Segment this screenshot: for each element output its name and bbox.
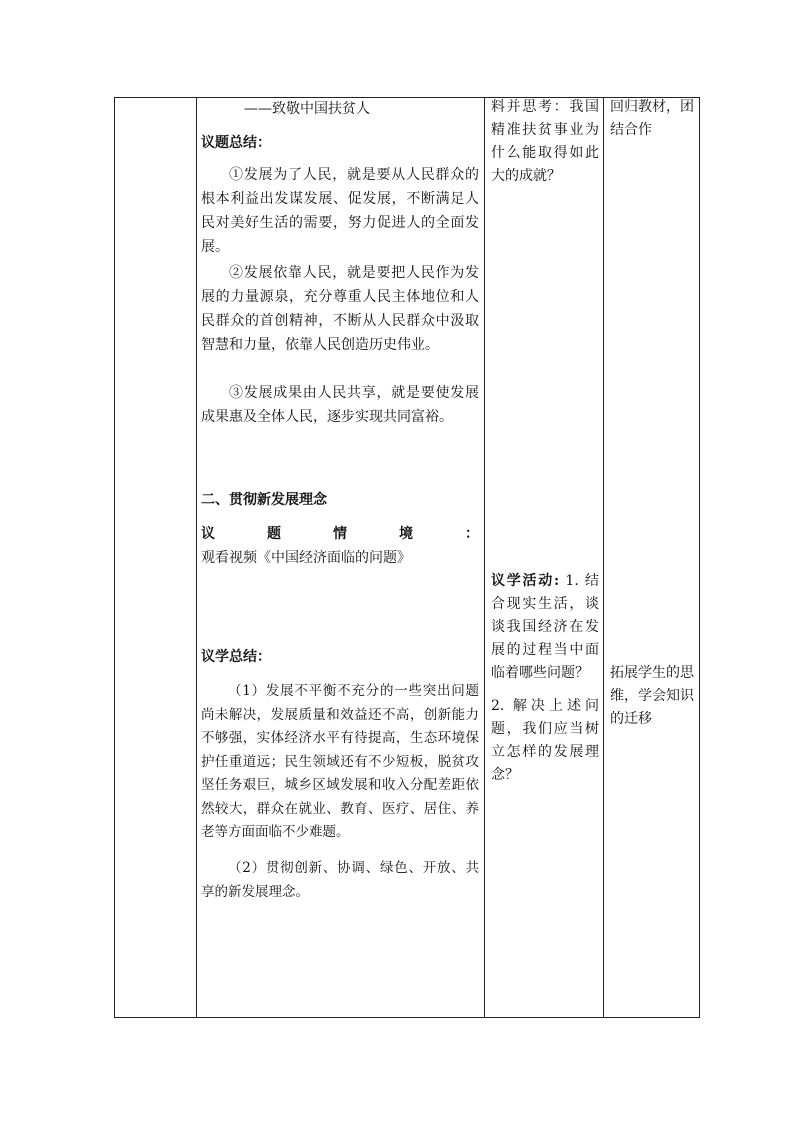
study-summary-item-2-block [201, 857, 479, 904]
activity-block [491, 570, 599, 787]
column-divider-1 [196, 97, 197, 1018]
activity-question-1: 1. 结合现实生活，谈谈我国经济在发展的过程当中面临着哪些问题？ [491, 573, 599, 681]
think-question: 料并思考：我国精准扶贫事业为什么能取得如此大的成就？ [491, 99, 599, 184]
section-2-heading: 二、贯彻新发展理念 [201, 492, 327, 508]
summary-heading: 议题总结： [201, 135, 271, 151]
summary-item-1-block [201, 163, 479, 259]
intent-note-1-block [610, 96, 694, 142]
study-summary-heading: 议学总结： [201, 649, 271, 665]
activity-label: 议学活动: [491, 573, 560, 589]
intent-note-2-block [610, 662, 694, 731]
summary-item-3-block [201, 381, 479, 429]
study-summary-item-2: （2）贯彻创新、协调、绿色、开放、共享的新发展理念。 [201, 860, 479, 900]
intent-note-2: 拓展学生的思维，学会知识的迁移 [610, 665, 694, 727]
summary-item-1: ①发展为了人民，就是要从人民群众的根本利益出发谋发展、促发展，不断满足人民对美好生活的需要，努力促进人的全面发展。 [201, 167, 479, 255]
context-text: 观看视频《中国经济面临的问题》 [201, 550, 411, 566]
quote-line: ——致敬中国扶贫人 [244, 101, 370, 117]
summary-item-2: ②发展依靠人民，就是要把人民作为发展的力量源泉，充分尊重人民主体地位和人民群众的首创精神，不断从人民群众中汲取智慧和力量，依靠人民创造历史伟业。 [201, 265, 479, 353]
summary-item-2-block [201, 261, 479, 357]
think-question-block [491, 96, 599, 188]
context-label: 议题情境： [201, 526, 479, 542]
study-summary-item-1: （1）发展不平衡不充分的一些突出问题尚未解决，发展质量和效益还不高，创新能力不够强，实体经济水平有待提高，生态环境保护任重道远；民生领域还有不少短板，脱贫攻坚任务艰巨，城乡区域发展和收入分配差距依然较大，群众在就业、教育、医疗、居住、养老等方面面临不少难题。 [201, 683, 479, 840]
context-block [201, 522, 479, 570]
intent-note-1: 回归教材，团结合作 [610, 99, 694, 138]
study-summary-item-1-block [201, 680, 479, 845]
column-divider-3 [603, 97, 604, 1018]
column-divider-2 [484, 97, 485, 1018]
activity-question-2: 2. 解决上述问题，我们应当树立怎样的发展理念？ [491, 698, 599, 783]
summary-item-3: ③发展成果由人民共享，就是要使发展成果惠及全体人民，逐步实现共同富裕。 [201, 385, 479, 425]
